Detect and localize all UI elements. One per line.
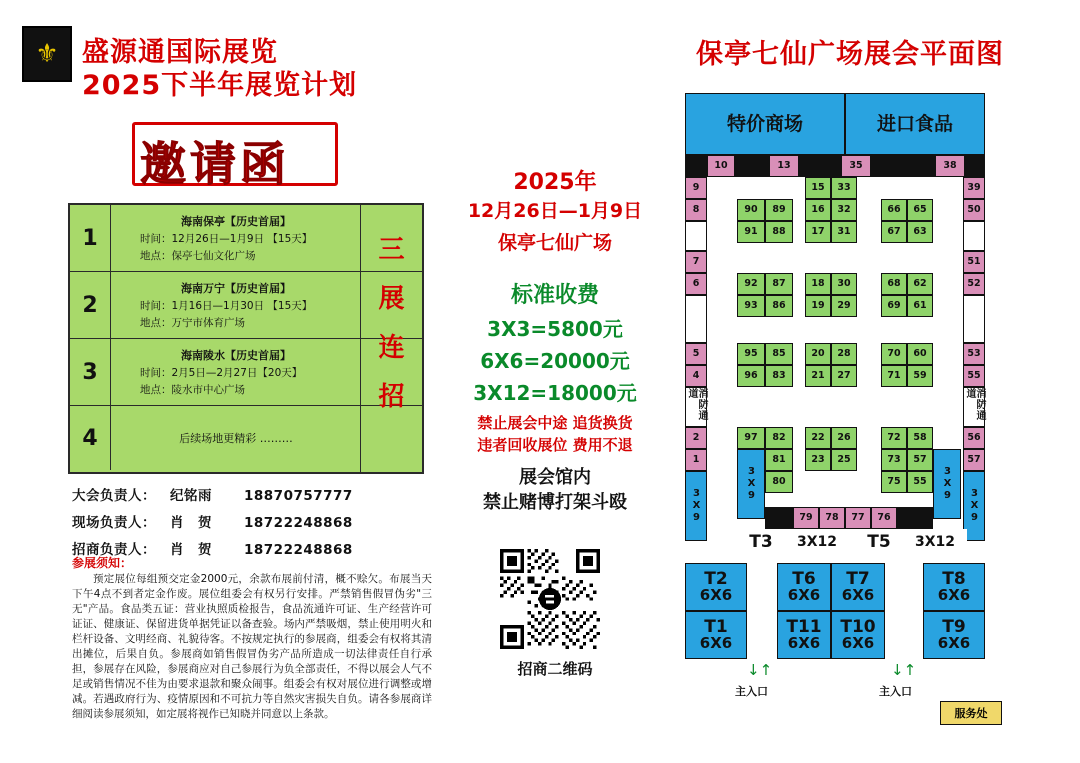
booth-6[interactable]: 6 [685,273,707,295]
booth-27[interactable]: 27 [831,365,857,387]
aisle-center-right[interactable] [933,449,961,519]
booth-T6-name: T6 [792,569,816,589]
booth-T2-size: 6Ⅹ6 [699,586,733,604]
corridor-left [685,387,707,427]
fee-item-2: 6Ⅹ6=20000元 [480,349,630,373]
booth-80[interactable]: 80 [765,471,793,493]
slogan-char-4: 招 [378,382,405,412]
t5-label[interactable] [855,529,903,555]
booth-72[interactable]: 72 [881,427,907,449]
booth-55b[interactable]: 55 [907,471,933,493]
row-place: 地点：保亭七仙文化广场 [140,250,256,262]
booth-T7-size: 6Ⅹ6 [841,586,875,604]
booth-4[interactable]: 4 [685,365,707,387]
booth-33[interactable]: 33 [831,177,857,199]
booth-68[interactable]: 68 [881,273,907,295]
booth-95[interactable]: 95 [737,343,765,365]
booth-32[interactable]: 32 [831,199,857,221]
qr-label: 招商二维码 [517,660,593,678]
booth-67[interactable]: 67 [881,221,907,243]
hall-label-1: 特价商场 [726,112,803,135]
booth-5[interactable]: 5 [685,343,707,365]
booth-96[interactable]: 96 [737,365,765,387]
logo-glyph: ⚜ [35,39,59,69]
booth-58[interactable]: 58 [907,427,933,449]
booth-31[interactable]: 31 [831,221,857,243]
gap-left-1 [685,221,707,251]
booth-51[interactable]: 51 [963,251,985,273]
notice-text: 预定展位每组预交定金2000元，余款布展前付清，概不赊欠。布展当天下午4点不到者定金作废。展位组委会有权另行安排。严禁销售假冒伪劣"三无"产品。食品类五证：营业执照质检报告，食品流通许可证、生产经营许可证证、健康证、保留进货单据凭证以备查验。场内严禁吸烟，禁止使用明火和栏杆设备、文明经商、礼貌待客。不按规定执行的参展商，组委会有权将其清出摊位，后果自负。参展商如销售假冒伪劣产品所造成一切法律责任自行承担，参展存在风险，参展商应对自己参展行为负全部责任，不得以展会人气不足或销售情况不佳为由要求退款和聚众闹事。组委会有权对展位进行调整或增减。若遇政府行为、疫情原因和不可抗力等自然灾害损失自负。请各参展商详细阅读参展须知，如定展将视作已知晓并同意以上条款。 [72,573,432,720]
entrance-label-left: 主入口 [735,685,768,698]
wall-segment [735,155,769,177]
booth-T10-name: T10 [840,617,876,637]
right-panel [620,0,1080,763]
booth-73[interactable]: 73 [881,449,907,471]
booth-T7[interactable] [831,563,885,611]
booth-62[interactable]: 62 [907,273,933,295]
row-title: 后续场地更精彩 ……… [179,432,293,445]
booth-9[interactable]: 9 [685,177,707,199]
booth-16[interactable]: 16 [805,199,831,221]
row-number: 2 [70,272,111,338]
invitation-title: 邀请函 [140,137,290,191]
booth-20[interactable]: 20 [805,343,831,365]
fee-title: 标准收费 [510,283,599,308]
booth-T2-name: T2 [704,569,728,589]
corridor-right [963,387,985,427]
row-number: 3 [70,339,111,405]
slogan-column [360,205,422,472]
corridor-label-right: 消防通道 [964,388,985,421]
corridor-label-left: 消防通道 [686,388,707,421]
aisle-center-left[interactable] [737,449,765,519]
contact-role: 招商负责人： [72,542,156,558]
booth-T1-size: 6Ⅹ6 [699,634,733,652]
floorplan-title: 保亭七仙广场展会平面图 [696,39,1004,70]
wall-segment [685,155,707,177]
booth-18[interactable]: 18 [805,273,831,295]
booth-15[interactable]: 15 [805,177,831,199]
booth-T6[interactable] [777,563,831,611]
booth-T8[interactable] [923,563,985,611]
row-title: 海南陵水【历史首届】 [181,349,291,362]
booth-88[interactable]: 88 [765,221,793,243]
hall-label-2: 进口食品 [876,112,953,135]
booth-81[interactable]: 81 [765,449,793,471]
booth-8[interactable]: 8 [685,199,707,221]
booth-89[interactable]: 89 [765,199,793,221]
booth-69[interactable]: 69 [881,295,907,317]
booth-85[interactable]: 85 [765,343,793,365]
booth-71[interactable]: 71 [881,365,907,387]
booth-19[interactable]: 19 [805,295,831,317]
booth-38[interactable]: 38 [935,155,965,177]
booth-50[interactable]: 50 [963,199,985,221]
booth-63[interactable]: 63 [907,221,933,243]
contact-role: 大会负责人： [72,488,156,504]
aisle-label-left: 3Ⅹ9 [691,488,702,524]
ban-line-2: 禁止赌博打架斗殴 [483,492,627,513]
t5-size-text: 3Ⅹ12 [914,534,956,550]
row-place: 地点：万宁市体育广场 [140,317,245,329]
company-title: 盛源通国际展览 [82,37,278,68]
booth-57b[interactable]: 57 [907,449,933,471]
booth-T10-size: 6Ⅹ6 [841,634,875,652]
row-title: 海南万宁【历史首届】 [181,282,291,295]
booth-T2[interactable] [685,563,747,611]
booth-25[interactable]: 25 [831,449,857,471]
booth-39[interactable]: 39 [963,177,985,199]
booth-93[interactable]: 93 [737,295,765,317]
booth-78[interactable]: 78 [819,507,845,529]
booth-22[interactable]: 22 [805,427,831,449]
row-time: 时间：1月16日—1月30日 【15天】 [140,300,313,312]
qr-code[interactable] [496,545,604,653]
t5-size-label [903,529,967,555]
notice-title: 参展须知： [72,556,133,570]
gap-left-2 [685,295,707,343]
booth-26[interactable]: 26 [831,427,857,449]
booth-91[interactable]: 91 [737,221,765,243]
company-logo [22,26,72,82]
booth-79[interactable]: 79 [793,507,819,529]
entrance-arrow-right: ↓↑ [891,661,917,679]
hall-block-2[interactable] [845,93,985,155]
booth-T10[interactable] [831,611,885,659]
gap-right-1 [963,221,985,251]
aisle-label-center-left: 3Ⅹ9 [746,466,757,502]
slogan-char-3: 连 [378,333,405,363]
contact-role: 现场负责人： [72,515,156,531]
booth-66[interactable]: 66 [881,199,907,221]
qr-code-image [500,549,600,649]
t3-label[interactable] [737,529,785,555]
booth-T9[interactable] [923,611,985,659]
event-year: 2025年 [513,170,597,195]
booth-21[interactable]: 21 [805,365,831,387]
booth-23[interactable]: 23 [805,449,831,471]
booth-T11-size: 6Ⅹ6 [787,634,821,652]
aisle-label-right: 3Ⅹ9 [969,488,980,524]
booth-T11-name: T11 [786,617,822,637]
fee-item-3: 3Ⅹ12=18000元 [473,381,637,405]
booth-97[interactable]: 97 [737,427,765,449]
contacts-block [72,484,442,565]
booth-92[interactable]: 92 [737,273,765,295]
booth-T1-name: T1 [704,617,728,637]
fee-item-1: 3Ⅹ3=5800元 [487,317,623,341]
wall-segment [799,155,841,177]
row-title: 海南保亭【历史首届】 [181,215,291,228]
contact-row [72,511,442,531]
booth-30[interactable]: 30 [831,273,857,295]
floorplan [685,93,1055,718]
contact-name: 纪铭雨 [170,488,212,504]
booth-90[interactable]: 90 [737,199,765,221]
contact-name: 肖 贺 [170,542,212,558]
t5-text: T5 [867,531,891,552]
booth-10[interactable]: 10 [707,155,735,177]
booth-35[interactable]: 35 [841,155,871,177]
row-place: 地点：陵水市中心广场 [140,384,245,396]
schedule-table [68,203,424,474]
booth-T11[interactable] [777,611,831,659]
t3-text: T3 [749,531,773,552]
event-venue: 保亭七仙广场 [497,232,612,254]
gap-right-2 [963,295,985,343]
booth-2[interactable]: 2 [685,427,707,449]
booth-T7-name: T7 [846,569,870,589]
aisle-left[interactable] [685,471,707,541]
booth-T8-name: T8 [942,569,966,589]
wall-segment [765,507,793,529]
booth-70[interactable]: 70 [881,343,907,365]
row-time: 时间：2月5日—2月27日【20天】 [140,367,303,379]
booth-83[interactable]: 83 [765,365,793,387]
booth-17[interactable]: 17 [805,221,831,243]
booth-60[interactable]: 60 [907,343,933,365]
booth-52[interactable]: 52 [963,273,985,295]
row-number: 4 [70,406,111,470]
row-number: 1 [70,205,111,271]
booth-T6-size: 6Ⅹ6 [787,586,821,604]
booth-76[interactable]: 76 [871,507,897,529]
contact-phone: 18722248868 [244,515,353,531]
service-desk[interactable] [940,701,1002,725]
contact-phone: 18722248868 [244,542,353,558]
plan-year-title: 2025下半年展览计划 [82,70,358,101]
booth-87[interactable]: 87 [765,273,793,295]
entrance-label-right: 主入口 [879,685,912,698]
booth-61[interactable]: 61 [907,295,933,317]
booth-75[interactable]: 75 [881,471,907,493]
booth-57[interactable]: 57 [963,449,985,471]
booth-T8-size: 6Ⅹ6 [937,586,971,604]
entrance-arrow-left: ↓↑ [747,661,773,679]
booth-13[interactable]: 13 [769,155,799,177]
booth-T9-name: T9 [942,617,966,637]
booth-56[interactable]: 56 [963,427,985,449]
booth-29[interactable]: 29 [831,295,857,317]
booth-55[interactable]: 55 [963,365,985,387]
ban-line-1: 展会馆内 [519,467,591,488]
booth-28[interactable]: 28 [831,343,857,365]
event-date-range: 12月26日—1月9日 [467,200,643,222]
row-time: 时间：12月26日—1月9日 【15天】 [140,233,313,245]
warning-line-2: 违者回收展位 费用不退 [477,436,633,454]
booth-53[interactable]: 53 [963,343,985,365]
warning-line-1: 禁止展会中途 追货换货 [477,414,633,432]
wall-segment [897,507,933,529]
booth-T9-size: 6Ⅹ6 [937,634,971,652]
booth-7[interactable]: 7 [685,251,707,273]
left-panel [0,0,460,763]
contact-phone: 18870757777 [244,488,353,504]
wall-segment [871,155,935,177]
booth-86[interactable]: 86 [765,295,793,317]
slogan-char-1: 三 [378,235,405,265]
booth-59[interactable]: 59 [907,365,933,387]
service-desk-label: 服务处 [954,707,988,720]
contact-name: 肖 贺 [170,515,212,531]
booth-1[interactable]: 1 [685,449,707,471]
wall-segment [965,155,985,177]
booth-T1[interactable] [685,611,747,659]
booth-77[interactable]: 77 [845,507,871,529]
slogan-char-2: 展 [378,284,405,314]
t3-size-text: 3Ⅹ12 [796,534,838,550]
hall-block-1[interactable] [685,93,845,155]
t3-size-label [785,529,849,555]
booth-65[interactable]: 65 [907,199,933,221]
notice-body [72,572,432,722]
booth-82[interactable]: 82 [765,427,793,449]
aisle-label-center-right: 3Ⅹ9 [942,466,953,502]
contact-row [72,484,442,504]
